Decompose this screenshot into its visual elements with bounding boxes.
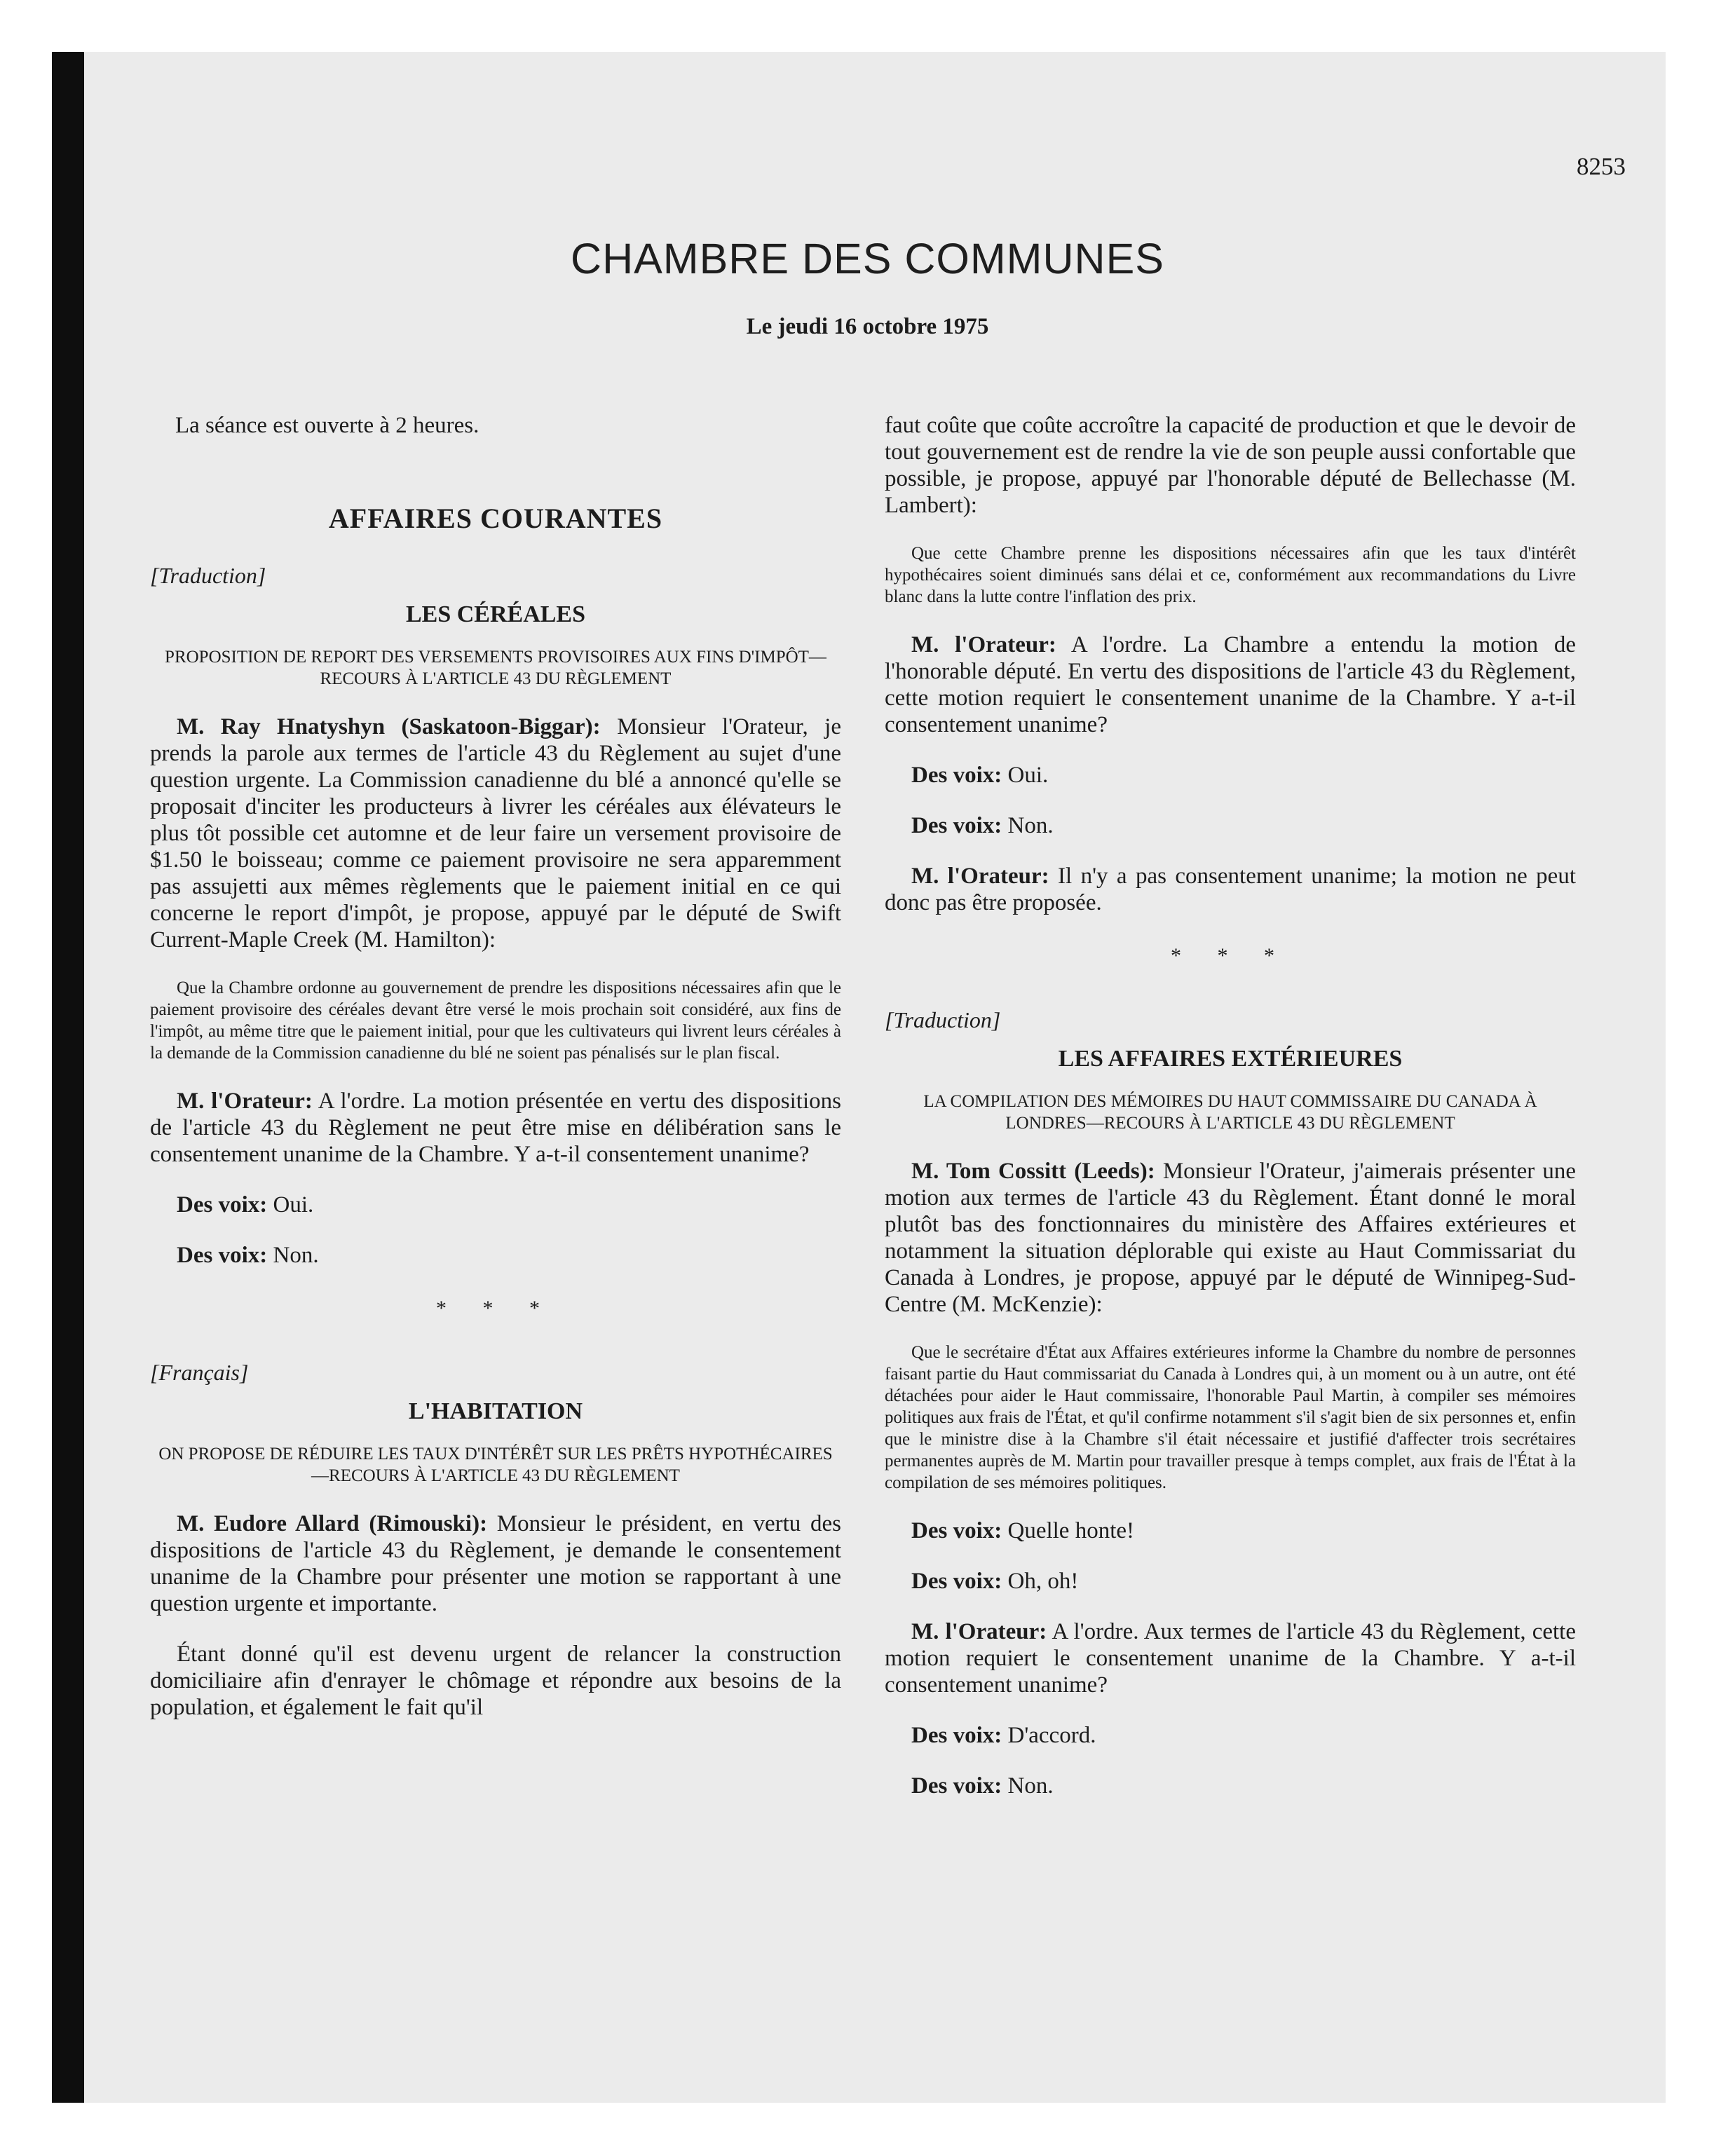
speaker-name: Des voix: — [911, 813, 1002, 838]
motion-quote: Que cette Chambre prenne les dispositions nécessaires afin que les taux d'intérêt hypothécaires soient diminués sans délai et ce, conformément aux recommandations du Livre blanc dans la lutte contre l'inflation des prix. — [885, 544, 1576, 606]
speech-text: D'accord. — [1002, 1723, 1096, 1748]
speaker-name: Des voix: — [911, 763, 1002, 788]
subject-subtitle: LA COMPILATION DES MÉMOIRES DU HAUT COMMISSAIRE DU CANADA À LONDRES—RECOURS À L'ARTICLE 43 DU RÈGLEMENT — [923, 1092, 1537, 1133]
speech-text: Monsieur l'Orateur, j'aimerais présenter une motion aux termes de l'article 43 du Règlement. Étant donné le moral plutôt bas des fonctionnaires du ministère des Affaires extérieures et notamment la situation déplorable qui existe au Haut Commissariat du Canada à Londres, je propose, appuyé par le député de Winnipeg-Sud-Centre (M. McKenzie): — [885, 1159, 1577, 1317]
motion-quote: Que le secrétaire d'État aux Affaires extérieures informe la Chambre du nombre de personnes faisant partie du Haut commissariat du Canada à Londres qui, à un moment ou à un autre, ont été détachées pour aider le Haut commissaire, l'honorable Paul Martin, à compiler ses mémoires politiques aux frais de l'État, et qu'il confirme notamment s'il s'agit bien de six personnes et, enfin que le ministre dise à la Chambre s'il était nécessaire et justifié d'affecter trois secrétaires permanentes auprès de M. Martin pour travailler presque à temps complet, aux frais de l'État à la compilation de ses mémoires politiques. — [885, 1343, 1576, 1492]
subject-subtitle: PROPOSITION DE REPORT DES VERSEMENTS PROVISOIRES AUX FINS D'IMPÔT—RECOURS À L'ARTICLE 43 DU RÈGLEMENT — [165, 648, 826, 688]
speech-paragraph — [885, 863, 1576, 916]
speaker-name: M. Ray Hnatyshyn (Saskatoon-Biggar): — [177, 714, 601, 739]
opening-line: La séance est ouverte à 2 heures. — [175, 413, 479, 438]
speech-text: Monsieur l'Orateur, je prends la parole aux termes de l'article 43 du Règlement au sujet d'une question urgente. La Commission canadienne du blé a annoncé qu'elle se proposait d'inciter les producteurs à livrer les céréales aux élévateurs le plus tôt possible cet automne et de leur faire un versement provisoire de $1.50 le boisseau; comme ce paiement provisoire ne sera apparemment pas assujetti aux mêmes règlements que le paiement initial en ce qui concerne le report d'impôt, je propose, appuyé par le député de Swift Current-Maple Creek (M. Hamilton): — [150, 714, 841, 953]
speech-paragraph — [885, 1568, 1576, 1595]
speaker-name: Des voix: — [177, 1243, 268, 1268]
speech-text: Non. — [1002, 813, 1054, 838]
speaker-name: Des voix: — [911, 1518, 1002, 1543]
language-note: [Traduction] — [150, 563, 266, 588]
speech-paragraph: faut coûte que coûte accroître la capacité de production et que le devoir de tout gouvernement est de rendre la vie de son peuple aussi confortable que possible, je propose, appuyé par l'honorable député de Bellechasse (M. Lambert): — [885, 413, 1576, 518]
speaker-name: M. Eudore Allard (Rimouski): — [177, 1511, 488, 1536]
section-heading: AFFAIRES COURANTES — [328, 503, 663, 534]
section-separator: * * * — [436, 1297, 555, 1320]
speech-text: Non. — [267, 1243, 319, 1268]
speech-text: Il n'y a pas consentement unanime; la motion ne peut donc pas être proposée. — [885, 864, 1576, 915]
section-separator: * * * — [1171, 944, 1290, 967]
speech-paragraph — [885, 762, 1576, 789]
speech-paragraph — [885, 1618, 1576, 1698]
speaker-name: Des voix: — [177, 1192, 268, 1217]
speech-paragraph — [885, 1773, 1576, 1799]
speech-paragraph — [150, 714, 841, 953]
speech-text: A l'ordre. La motion présentée en vertu des dispositions de l'article 43 du Règlement ne peut être mise en délibération sans le consentement unanime de la Chambre. Y a-t-il consentement unanime? — [150, 1089, 841, 1167]
subject-heading: LES CÉRÉALES — [405, 601, 586, 627]
subject-heading: LES AFFAIRES EXTÉRIEURES — [1058, 1046, 1403, 1072]
scan-edge-bar — [52, 52, 84, 2103]
speech-text: Oui. — [267, 1192, 314, 1217]
speech-paragraph — [150, 1242, 841, 1269]
speech-text: Non. — [1002, 1773, 1054, 1799]
right-column — [885, 412, 1576, 1823]
speech-paragraph — [885, 812, 1576, 839]
subject-heading: L'HABITATION — [408, 1398, 583, 1424]
speech-text: Oui. — [1002, 763, 1049, 788]
speech-text: A l'ordre. La Chambre a entendu la motion de l'honorable député. En vertu des dispositions de l'article 43 du Règlement, cette motion requiert le consentement unanime de la Chambre. Y a-t-il consentement unanime? — [885, 632, 1576, 737]
speaker-name: Des voix: — [911, 1723, 1002, 1748]
speech-paragraph — [150, 1192, 841, 1218]
page-title: CHAMBRE DES COMMUNES — [571, 235, 1164, 282]
speaker-name: Des voix: — [911, 1569, 1002, 1594]
sitting-date: Le jeudi 16 octobre 1975 — [746, 314, 989, 339]
page-number: 8253 — [1577, 153, 1626, 180]
speaker-name: M. l'Orateur: — [911, 632, 1056, 657]
motion-quote: Que la Chambre ordonne au gouvernement de prendre les dispositions nécessaires afin que le paiement provisoire des céréales devant être versé le mois prochain soit considéré, aux fins de l'impôt, au même titre que le paiement initial, pour que les cultivateurs qui livrent leurs céréales à la demande de la Commission canadienne du blé ne soient pas pénalisés sur le plan fiscal. — [150, 978, 841, 1063]
speech-paragraph — [885, 632, 1576, 738]
language-note: [Traduction] — [885, 1007, 1001, 1032]
speech-paragraph — [150, 1510, 841, 1617]
speech-text: Quelle honte! — [1002, 1518, 1135, 1543]
speaker-name: Des voix: — [911, 1773, 1002, 1799]
speech-paragraph — [150, 1088, 841, 1168]
speech-paragraph — [885, 1722, 1576, 1749]
speech-text: Oh, oh! — [1002, 1569, 1079, 1594]
speaker-name: M. l'Orateur: — [911, 864, 1049, 889]
speech-paragraph — [885, 1158, 1576, 1318]
subject-subtitle: ON PROPOSE DE RÉDUIRE LES TAUX D'INTÉRÊT SUR LES PRÊTS HYPOTHÉCAIRES—RECOURS À L'ARTICLE 43 DU RÈGLEMENT — [158, 1445, 833, 1485]
speaker-name: M. l'Orateur: — [177, 1089, 313, 1114]
left-column — [150, 412, 841, 1745]
speech-paragraph — [885, 1517, 1576, 1544]
speech-text: A l'ordre. Aux termes de l'article 43 du Règlement, cette motion requiert le consentement unanime de la Chambre. Y a-t-il consentement unanime? — [885, 1619, 1576, 1698]
speech-paragraph: Étant donné qu'il est devenu urgent de relancer la construction domiciliaire afin d'enrayer le chômage et répondre aux besoins de la population, et également le fait qu'il — [150, 1642, 841, 1720]
language-note: [Français] — [150, 1360, 249, 1385]
speech-text: Monsieur le président, en vertu des dispositions de l'article 43 du Règlement, je demande le consentement unanime de la Chambre pour présenter une motion se rapportant à une question urgente et importante. — [150, 1511, 841, 1616]
speaker-name: M. l'Orateur: — [911, 1619, 1047, 1644]
speaker-name: M. Tom Cossitt (Leeds): — [911, 1159, 1155, 1184]
